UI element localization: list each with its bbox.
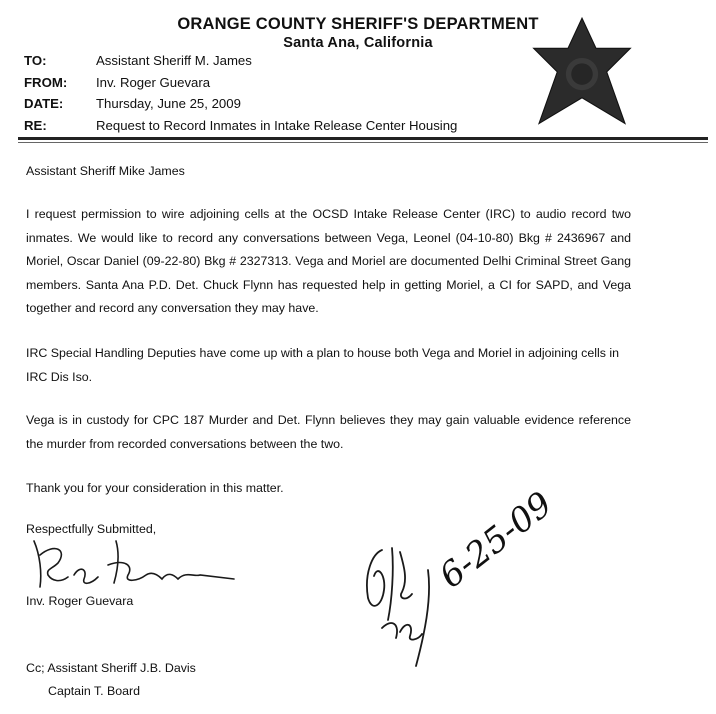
handwritten-date: 6-25-09 [432,484,560,597]
department-location: Santa Ana, California [283,35,433,51]
from-row [24,75,457,97]
body-paragraph: I request permission to wire adjoining cells at the OCSD Intake Release Center (IRC) to audio record two inmates. We would like to record any conversations between Vega, Leonel (04-10-80) Bkg # 2436967 and Moriel, Oscar Daniel (09-22-80) Bkg # 2327313. Vega and Moriel are documented Delhi Criminal Street Gang members. Santa Ana P.D. Det. Chuck Flynn has requested help in getting Moriel, a CI for SAPD, and Vega together and record any conversation they may have. [26,207,631,315]
date-row [24,96,457,118]
body-paragraph: IRC Special Handling Deputies have come up with a plan to house both Vega and Moriel in adjoining cells in IRC Dis Iso. [26,346,620,384]
header-divider-thick [18,137,708,140]
date-value: Thursday, June 25, 2009 [96,96,241,111]
closing: Respectfully Submitted, [26,522,157,536]
body-paragraph: Thank you for your consideration in this matter. [26,481,284,495]
re-value: Request to Record Inmates in Intake Release Center Housing [96,117,458,133]
body-paragraph: Vega is in custody for CPC 187 Murder and Det. Flynn believes they may gain valuable evidence reference the murder from recorded conversations between the two. [26,413,631,451]
sheriff-star-badge-icon [528,16,636,130]
to-label: TO: [24,53,47,68]
to-value: Assistant Sheriff M. James [96,53,252,68]
department-title: ORANGE COUNTY SHERIFF'S DEPARTMENT [177,15,539,33]
re-row [24,118,457,140]
cc-line: Captain T. Board [48,684,141,698]
memo-header-fields [24,53,457,139]
from-label: FROM: [24,74,68,90]
from-value: Inv. Roger Guevara [96,74,211,90]
re-label: RE: [24,117,47,133]
signer-name: Inv. Roger Guevara [26,594,134,608]
guevara-signature [28,535,238,593]
cc-line: Cc; Assistant Sheriff J.B. Davis [26,661,196,675]
header-divider-thin [18,142,708,143]
salutation: Assistant Sheriff Mike James [26,164,185,178]
to-row [24,53,457,75]
date-label: DATE: [24,96,64,111]
